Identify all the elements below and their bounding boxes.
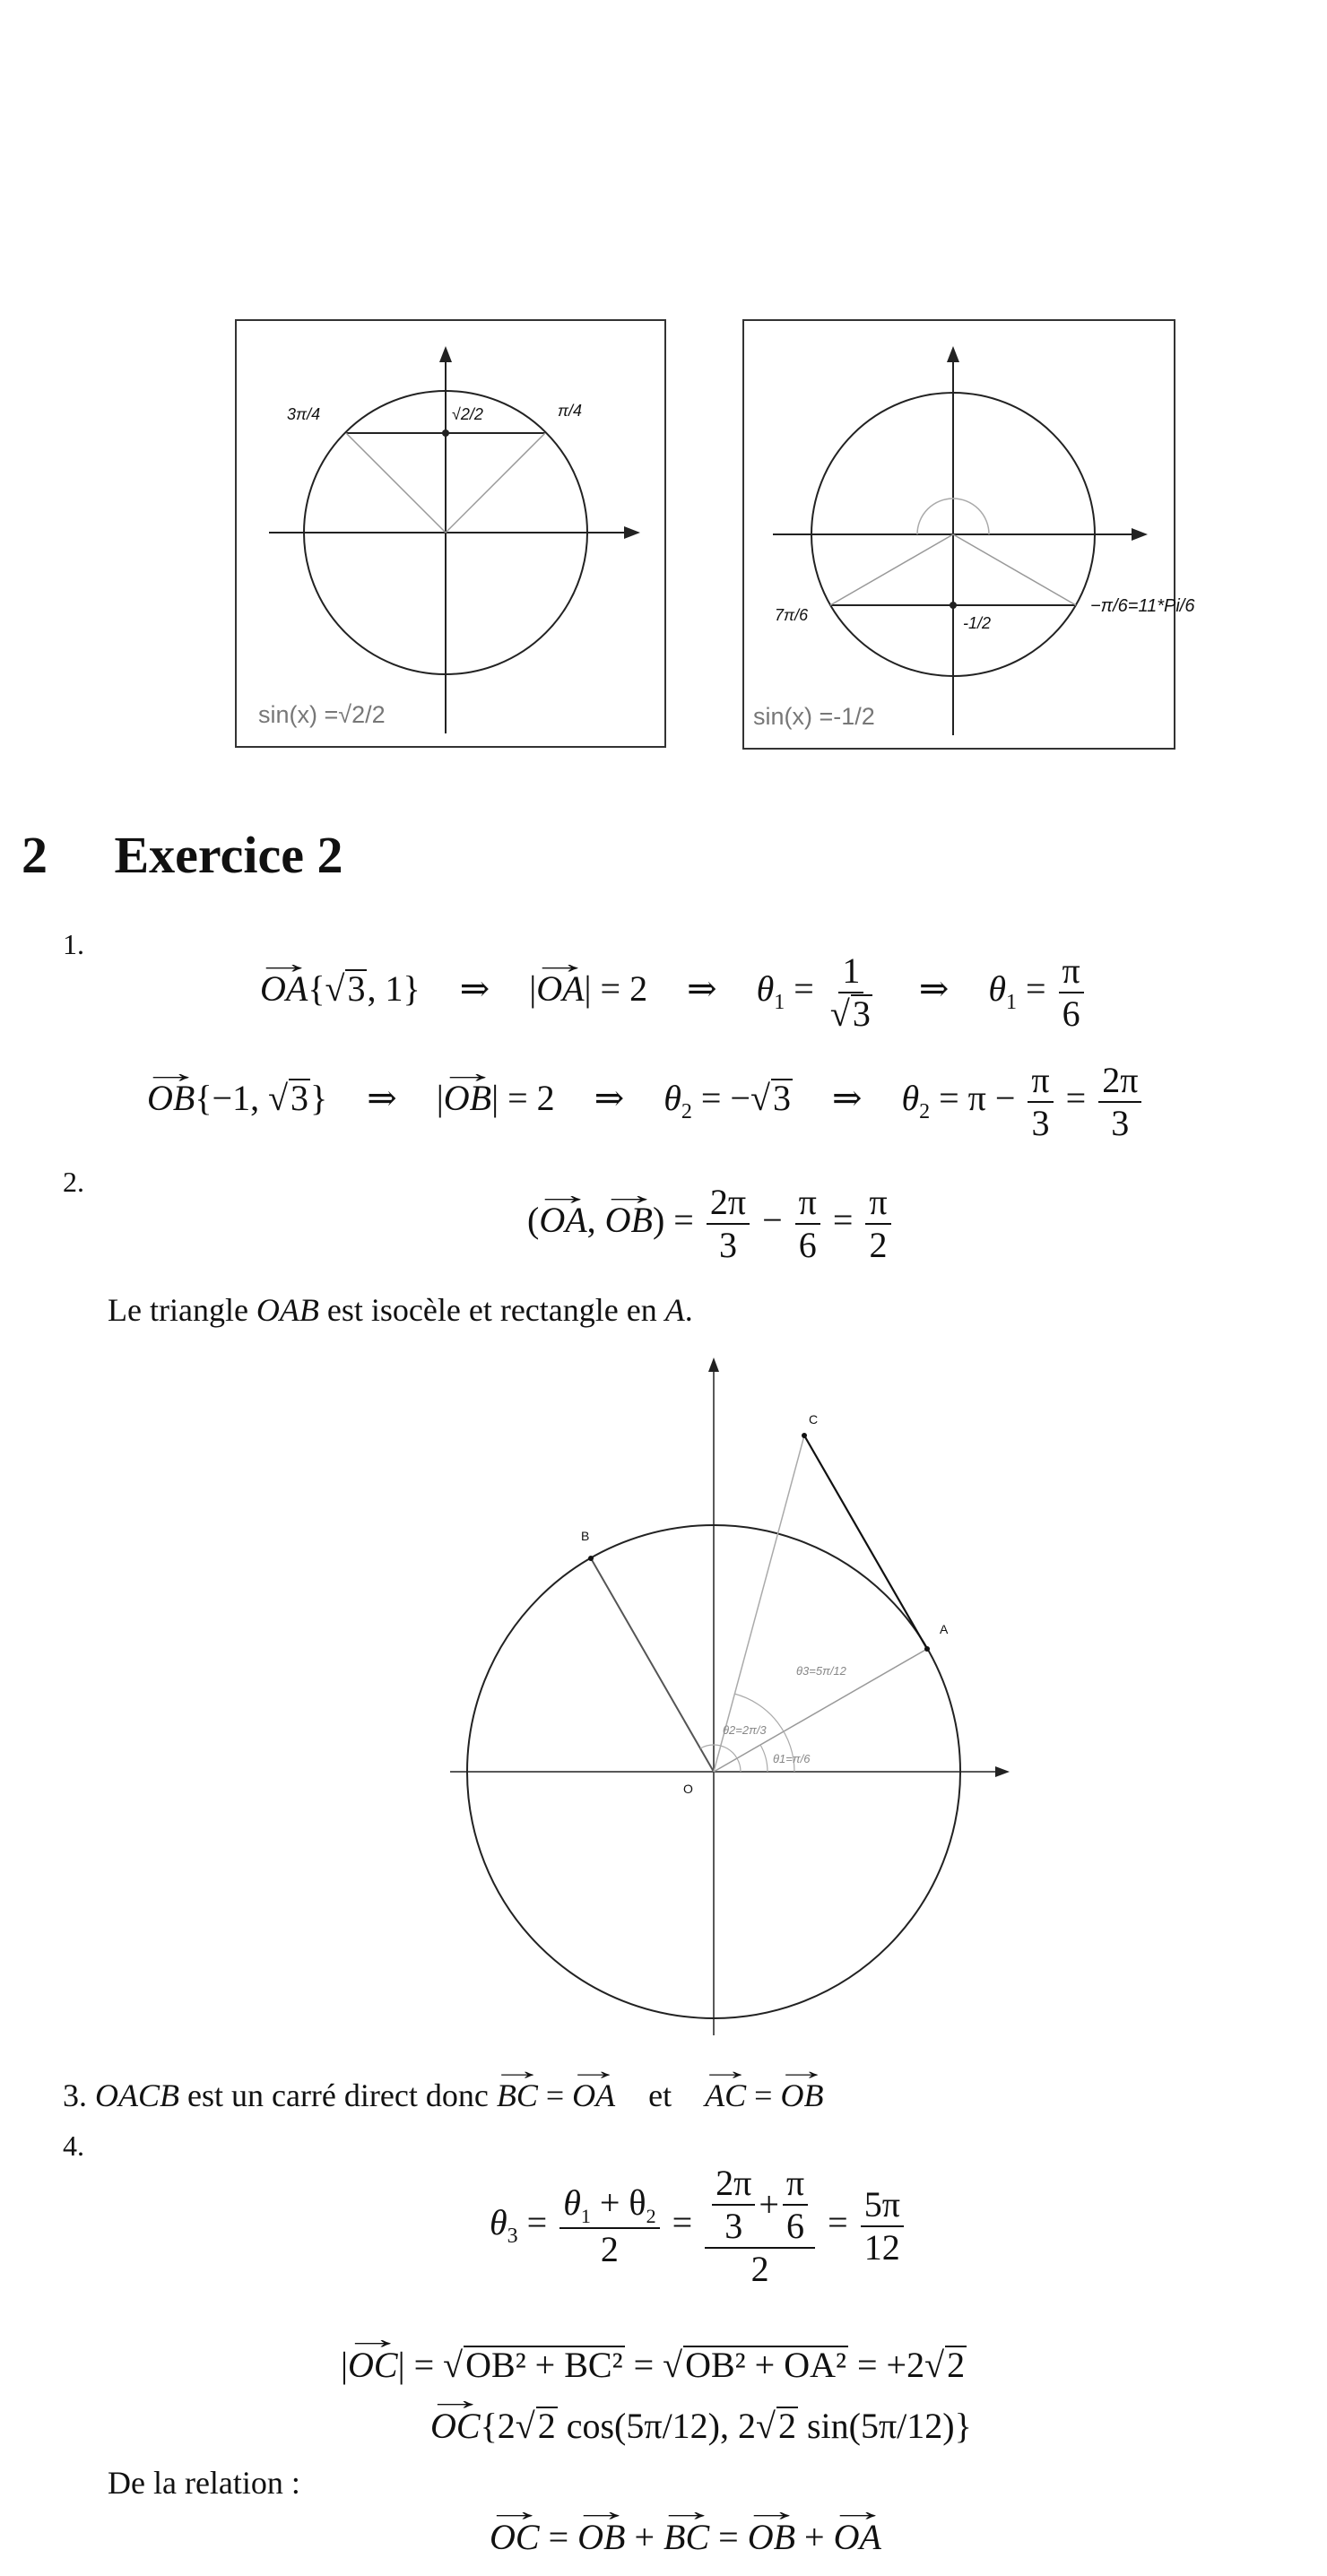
point-label-a: A xyxy=(940,1622,949,1636)
label-sqrt2-over-2: √2/2 xyxy=(452,405,483,423)
item-number-4: 4. xyxy=(63,2129,84,2162)
section-title: Exercice 2 xyxy=(114,826,343,884)
equation-theta3: $\theta_3$ = $\frac{\theta_1 + \theta_2}{2}$ = $\frac{2\pi}{3}$ + $\frac{\pi}{6}$ 2 = $\frac{5\pi}{12}$ xyxy=(490,2163,907,2290)
label-3pi-over-4: 3π/4 xyxy=(287,405,321,423)
unit-circle-diagram-right xyxy=(744,321,1174,748)
geometry-figure-oacb xyxy=(439,1345,1022,2035)
point-label-b: B xyxy=(581,1529,590,1543)
point-label-c: C xyxy=(809,1412,819,1427)
angle-label-theta1: θ1=π/6 xyxy=(773,1752,811,1765)
label-7pi-over-6: 7π/6 xyxy=(775,606,809,624)
equation-norm-oc: |OC →| = √OB² + BC² = √OB² + OA² = +2√2 xyxy=(341,2338,967,2386)
fraction-pi-over-6: $\frac{\pi}{6}$ xyxy=(1059,950,1084,1035)
item-number-1: 1. xyxy=(63,928,84,960)
unit-circle-diagram-left xyxy=(237,321,664,746)
label-pi-over-4: π/4 xyxy=(558,402,583,420)
item-number-2: 2. xyxy=(63,1166,84,1198)
relation-text: De la relation : xyxy=(108,2465,300,2501)
figure-sin-minus-1-over-2 xyxy=(742,319,1175,750)
fraction-2pi-over-3: $\frac{2\pi}{3}$ xyxy=(1098,1060,1141,1144)
equation-oc-sum: OC → = OB → + BC → = OB → + OA → xyxy=(490,2511,881,2558)
equation-oa: OA →{√3, 1} ⇒ |OA →| = 2 ⇒ $\theta_1$ = $\frac{1}{√3}$ ⇒ $\theta_1$ = $\frac{\pi}{6}$ xyxy=(260,950,1088,1035)
section-number: 2 xyxy=(22,826,48,884)
equation-oc-coords: OC →{2√2 cos(5π/12), 2√2 sin(5π/12)} xyxy=(430,2399,972,2447)
fraction-pi-over-3: $\frac{\pi}{3}$ xyxy=(1028,1060,1053,1144)
point-label-o: O xyxy=(683,1782,693,1796)
triangle-statement: Le triangle OAB est isocèle et rectangle en A. xyxy=(108,1292,693,1328)
figure-sin-sqrt2-over-2 xyxy=(235,319,666,748)
figure-caption-left: sin(x) =√2/2 xyxy=(258,701,386,728)
equation-ob: OB →{−1, √3} ⇒ |OB →| = 2 ⇒ $\theta_2 = -√3$ ⇒ $\theta_2 = \pi$ − $\frac{\pi}{3}$ = $\frac{2\pi}{3}$ xyxy=(147,1060,1145,1144)
section-heading xyxy=(22,825,343,885)
item-3-statement: 3. OACB est un carré direct donc BC → = OA → et AC → = OB → xyxy=(63,2071,823,2114)
label-minus-pi-over-6: −π/6=11*Pi/6 xyxy=(1090,596,1195,616)
equation-angle-oa-ob: (OA →, OB →) = $\frac{2\pi}{3}$ − $\frac{\pi}{6}$ = $\frac{\pi}{2}$ xyxy=(527,1182,895,1266)
label-minus-1-over-2: -1/2 xyxy=(963,614,992,632)
vector-oa: OA → xyxy=(260,962,308,1010)
figure-caption-right: sin(x) =-1/2 xyxy=(753,703,875,730)
angle-label-theta2: θ2=2π/3 xyxy=(723,1723,767,1737)
angle-label-theta3: θ3=5π/12 xyxy=(796,1664,846,1678)
vector-ob: OB → xyxy=(147,1071,195,1119)
fraction-1-over-sqrt3: $\frac{1}{√3}$ xyxy=(829,950,871,1034)
